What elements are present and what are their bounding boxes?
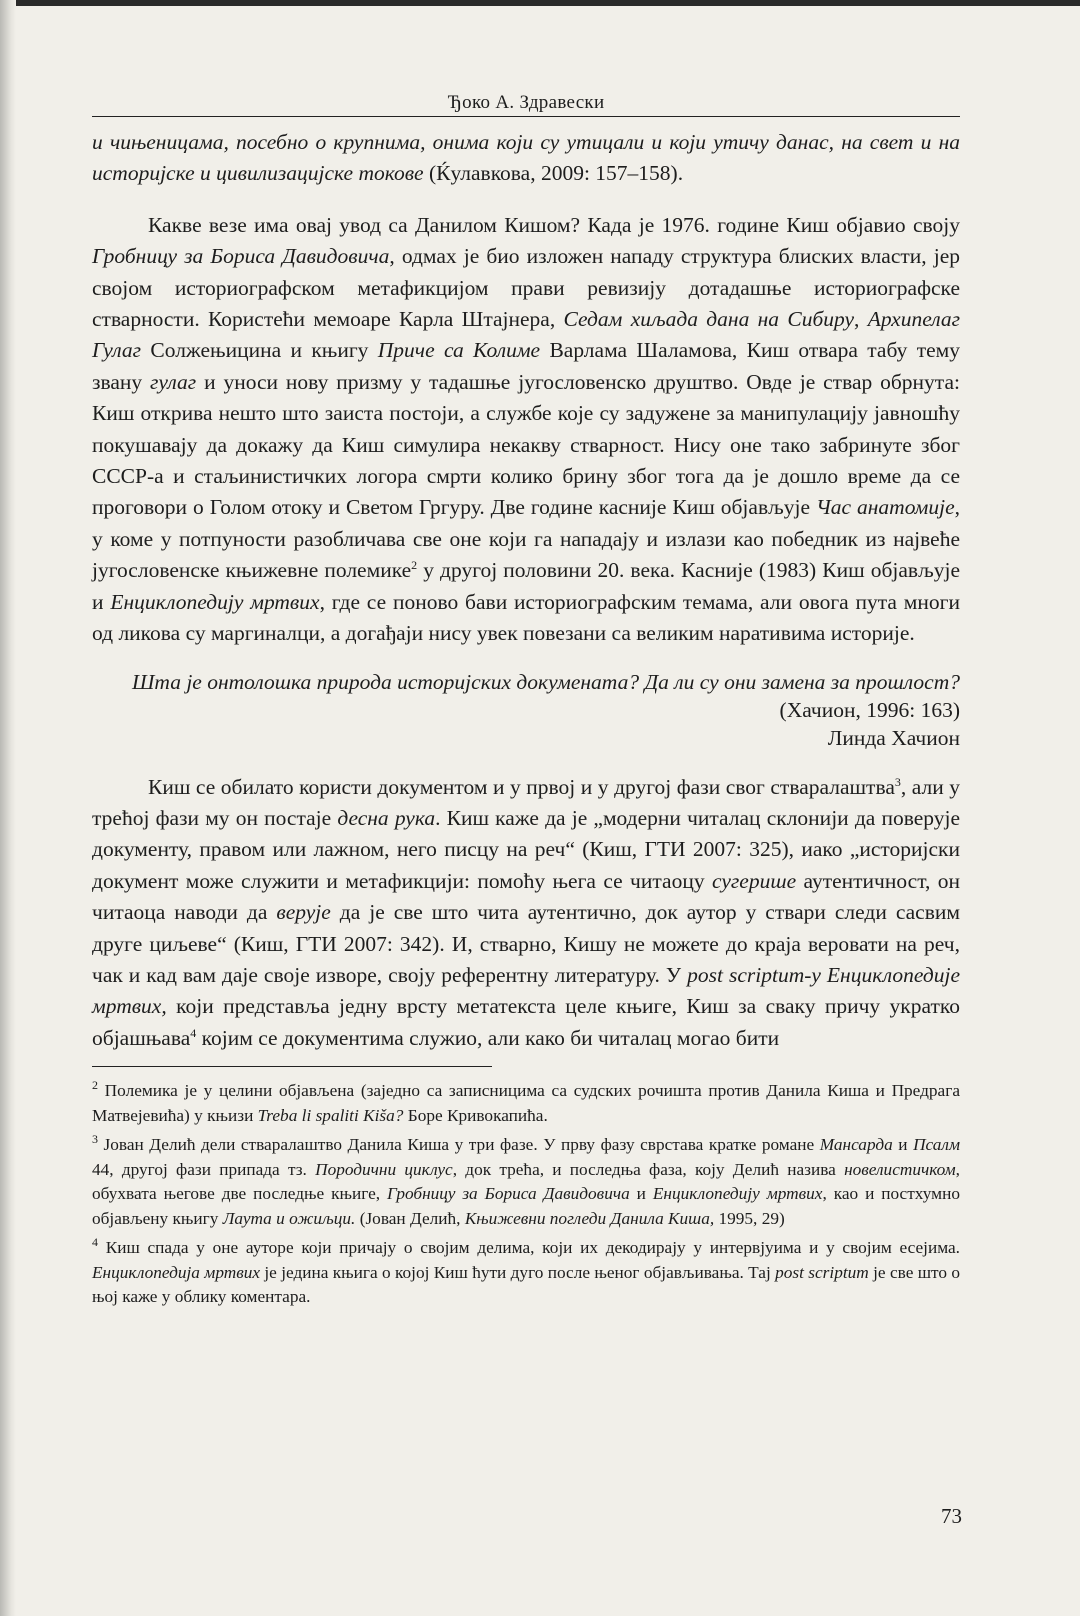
footnote-number: 4 [92, 1235, 98, 1250]
text-span: Полемика је у целини објављена (заједно са записницима са судских рочишта против Данила Киша и Предрага Матвејевића) у књизи [92, 1081, 960, 1125]
book-title: Енциклопедију мртвих [652, 1184, 823, 1204]
page-number: 73 [941, 1504, 962, 1528]
text-span: који представља једну врсту метатекста целе књиге, Киш за сваку причу укратко објашњава [92, 994, 960, 1050]
footnote-number: 2 [92, 1078, 98, 1093]
text-span: Јован Делић дели стваралаштво Данила Киша у три фазе. У прву фазу сврстава кратке романе [98, 1135, 820, 1155]
text-span: , [854, 307, 868, 332]
text-span: Киш се обилато користи документом и у првој и у другој фази свог стваралаштва [148, 774, 895, 799]
footnote-4 [92, 1236, 960, 1310]
book-title: Приче са Колиме [377, 338, 541, 363]
epigraph-author: Линда Хачион [827, 725, 960, 750]
text-span: и [629, 1184, 653, 1204]
text-span: Варлама Шаламова, Киш отвара табу тему звану [92, 338, 960, 394]
footnote-ref[interactable]: 4 [190, 1025, 197, 1040]
book-title: Мансарда [819, 1135, 893, 1155]
footnote-2 [92, 1079, 960, 1128]
scan-top-edge [0, 0, 1080, 6]
text-span: , као и постхумно објављену књигу [92, 1184, 961, 1228]
text-span: Киш спада у оне ауторе који причају о својим делима, који их декодирају у интервјуима и у својим есејима. [98, 1238, 960, 1258]
intro-citation: (Ќулавкова, 2009: 157–158). [423, 161, 684, 186]
text-span: Солжењицина и књигу [141, 338, 378, 363]
emphasis: десна рука [337, 805, 436, 830]
footnote-ref[interactable]: 3 [894, 774, 901, 789]
epigraph [92, 668, 960, 752]
book-title: post scriptum-у Енциклопедије мртвих, [92, 962, 960, 1019]
emphasis: новелистичком [844, 1159, 956, 1179]
text-span: . Киш каже да је „модерни читалац склонији да поверује документу, правом или лажном, него писцу на реч“ (Киш, ГТИ 2007: 325), иако „историјски документ може служити и метафикцији: помоћу њега се читаоцу [92, 805, 961, 893]
text-span: да је све што чита аутентично, док аутор у ствари следи сасвим друге циљеве“ (Киш, ГТИ 2007: 342). И, стварно, Кишу не можете до краја веровати на реч, чак и кад вам даје своје изворе, своју референтну литературу. У [92, 900, 960, 987]
text-span: је све што о њој каже у облику коментара. [92, 1262, 960, 1307]
book-title: Treba li spaliti Kiša? [257, 1105, 404, 1125]
text-span: Какве везе има овај увод са Данилом Кишом? Када је 1976. године Киш објавио своју [148, 212, 960, 237]
footnote-number: 3 [92, 1132, 98, 1147]
book-title: Енциклопедију мртвих [110, 589, 320, 614]
text-span: Боре Кривокапића. [403, 1105, 548, 1125]
emphasis: сугерише [711, 868, 797, 893]
text-span: аутентичност, он читаоца наводи да [92, 868, 960, 925]
epigraph-citation: (Хачион, 1996: 163) [779, 697, 960, 722]
text-span: , обухвата његове две последње књиге, [92, 1159, 960, 1204]
text-span: 1995, 29) [714, 1208, 785, 1228]
running-head: Ђоко А. Здравески [92, 92, 960, 117]
page-content [92, 92, 960, 1315]
footnote-3 [92, 1133, 960, 1231]
text-span: и уноси нову призму у тадашње југословенско друштво. Овде је ствар обрнута: Киш открива нешто што заиста постоји, а службе које су задужене за манипулацију јавношћу покушавају да докажу да Киш симулира некакву стварност. Нису оне тако забринуте због СССР-а и стаљинистичких логора смрти колико брину због тога да је дошло време да се проговори о Голом отоку и Светом Гргуру. Две године касније Киш објављује [92, 369, 960, 520]
text-span: , где се поново бави историографским темама, али овога пута многи од ликова су маргиналци, а догађаји нису увек повезани са великим наративима историје. [92, 589, 960, 646]
text-span: којим се документима служио, али како би читалац могао бити [196, 1025, 780, 1050]
text-span: је једина књига о којој Киш ћути дуго после њеног објављивања. Тај [260, 1262, 776, 1282]
book-title: Псалм [913, 1135, 960, 1155]
paragraph-2 [92, 772, 960, 1055]
intro-italic: и чињеницама, посебно о крупнима, онима који су утицали и који утичу данас, на свет и на историјске и цивилизацијске токове [92, 130, 960, 186]
emphasis: гулаг [150, 369, 197, 394]
book-title: Час анатомије [815, 495, 955, 520]
text-span: , одмах је био изложен нападу структура блиских власти, јер својом историографском метафикцијом прави ревизију дотадашње историографске стварности. Користећи мемоаре Карла Штајнера, [92, 244, 960, 332]
paragraph-intro [92, 127, 960, 190]
page-binding-shadow [0, 0, 16, 1616]
text-span: (Јован Делић, [355, 1208, 465, 1228]
paragraph-1 [92, 210, 960, 650]
text-span: 44, другој фази припада тз. [92, 1159, 316, 1179]
book-title: Породични циклус [315, 1159, 453, 1179]
book-title: Гробницу за Бориса Давидовича [387, 1184, 630, 1204]
text-span: , у коме у потпуности разобличава све оне који га нападају и излази као победник из највеће југословенске књижевне полемике [92, 495, 960, 583]
book-title: Архипелаг Гулаг [92, 307, 960, 363]
text-span: , али у трећој фази му он постаје [92, 774, 960, 830]
book-title: Лаута и ожиљци. [222, 1208, 356, 1228]
book-title: Енциклопедија мртвих [92, 1262, 261, 1282]
book-title: Седам хиљада дана на Сибиру [563, 307, 855, 332]
emphasis: верује [276, 900, 331, 925]
text-span: у другој половини 20. века. Касније (1983) Киш објављује и [92, 558, 960, 614]
book-title: Књижевни погледи Данила Киша, [464, 1208, 715, 1228]
epigraph-quote: Шта је онтолошка природа историјских докумената? Да ли су они замена за прошлост? [131, 669, 960, 694]
text-span: , док трећа, и последња фаза, коју Делић назива [452, 1159, 845, 1179]
book-title: Гробницу за Бориса Давидовича [92, 244, 390, 269]
text-span: и [892, 1135, 914, 1155]
footnote-divider [92, 1066, 492, 1067]
footnote-ref[interactable]: 2 [411, 558, 418, 573]
emphasis: post scriptum [775, 1262, 869, 1282]
